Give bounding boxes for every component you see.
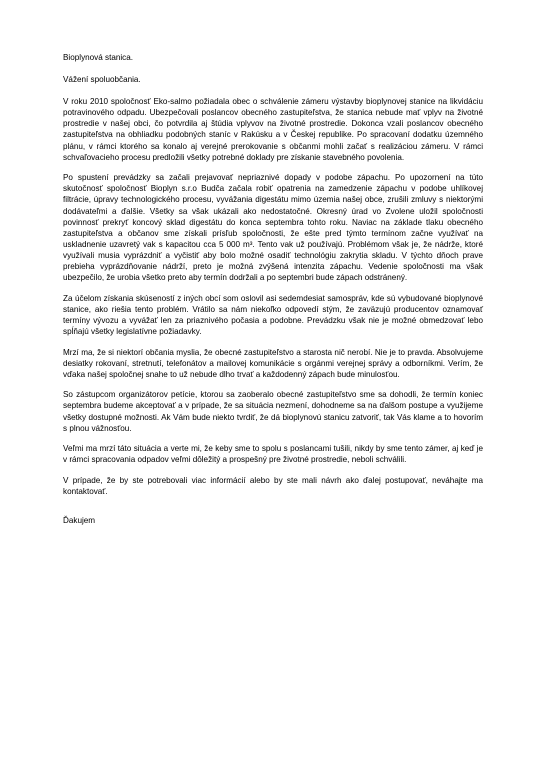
paragraph-petition: So zástupcom organizátorov petície, ktorou sa zaoberalo obecné zastupiteľstvo sme sa dohodli, že termín koniec septembra budeme akceptovať a v prípade, že sa situácia nezmení, dohodneme sa na ďalšom postupe a využijeme všetky dostupné možnosti. Ak Vám bude niekto tvrdiť, že dá bioplynovú stanicu zatvoriť, tak Vás klame a to hovorím s plnou vážnosťou. — [63, 390, 483, 433]
paragraph-odor-problems: Po spustení prevádzky sa začali prejavovať nepriaznivé dopady v podobe zápachu. Po upozornení na túto skutočnosť spoločnosť Bioplyn s.r.o Budča začala robiť opatrenia na zamedzenie zápachu v podobe uhlíkovej filtrácie, úpravy technologického procesu, vyvážania digestátu mimo územia našej obce, zrušili zmluvy s niektorými dodávateľmi a ďalšie. Všetky sa však ukázali ako nedostatočné. Okresný úrad vo Zvolene uložil spoločnosti povinnosť prekryť koncový sklad digestátu do konca septembra tohto roku. Naviac na základe tlaku obecného zastupiteľstva a občanov sme získali prísľub spoločnosti, že ešte pred týmto termínom začne využívať na uskladnenie uzavretý vak s kapacitou cca 5 000 m³. Tento vak už používajú. Problémom však je, že nádrže, ktoré využívali musia vyprázdniť a vyčistiť aby bolo možné osadiť technológiu zakrytia skladu. V týchto dňoch prave prebieha vyprázdňovanie nádrží, preto je možná zvýšená intenzita zápachu. Vedenie spoločnosti ma však ubezpečilo, že urobia všetko preto aby termín dodržali a po septembri bude zápach odstránený. — [63, 173, 483, 283]
paragraph-project-history: V roku 2010 spoločnosť Eko-salmo požiadala obec o schválenie zámeru výstavby bioplynovej stanice na likvidáciu potravinového odpadu. Ubezpečovali poslancov obecného zastupiteľstva, že stanica nebude mať vplyv na životné prostredie v našej obci, čo potvrdila aj štúdia vplyvov na životné prostredie. Dokonca vzali poslancov obecného zastupiteľstva na obhliadku podobných staníc v Rakúsku a v Českej republike. Po spracovaní dodatku územného plánu, v rámci ktorého sa konalo aj verejné prerokovanie s občanmi mohli začať s realizáciou zámeru. V rámci schvaľovacieho procesu predložili všetky potrebné doklady pre získanie stavebného povolenia. — [63, 97, 483, 162]
letter-title: Bioplynová stanica. — [63, 53, 134, 62]
letter-body — [63, 52, 483, 536]
letter-closing: Ďakujem — [63, 516, 96, 526]
paragraph-council-efforts: Mrzí ma, že si niektorí občania myslia, že obecné zastupiteľstvo a starosta nič nerobí. Nie je to pravda. Absolvujeme desiatky rokovaní, stretnutí, telefonátov a mailovej komunikácie s orgánmi verejnej správy a odborníkmi. Verím, že vďaka našej spoločnej snahe to už nebude dlho trvať a každodenný zápach bude minulosťou. — [63, 347, 483, 379]
paragraph-regret: Veľmi ma mrzí táto situácia a verte mi, že keby sme to spolu s poslancami tušili, nikdy by sme tento zámer, aj keď je v rámci spracovania odpadov veľmi dôležitý a prospešný pre životné prostredie, neboli schválili. — [63, 444, 483, 465]
paragraph-other-municipalities: Za účelom získania skúseností z iných obcí som oslovil asi sedemdesiat samospráv, kde sú vybudované bioplynové stanice, ako riešia tento problém. Vrátilo sa nám niekoľko odpovedí stým, že zaväzujú producentov oznamovať termíny vývozu a vyvážať len za priaznivého počasia a podobne. Prevádzku však nie je možné obmedzovať lebo spĺňajú všetky legislatívne požiadavky. — [63, 293, 483, 336]
paragraph-contact: V prípade, že by ste potrebovali viac informácií alebo by ste mali návrh ako ďalej postupovať, neváhajte ma kontaktovať. — [63, 475, 483, 496]
letter-salutation: Vážení spoluobčania. — [63, 75, 141, 85]
